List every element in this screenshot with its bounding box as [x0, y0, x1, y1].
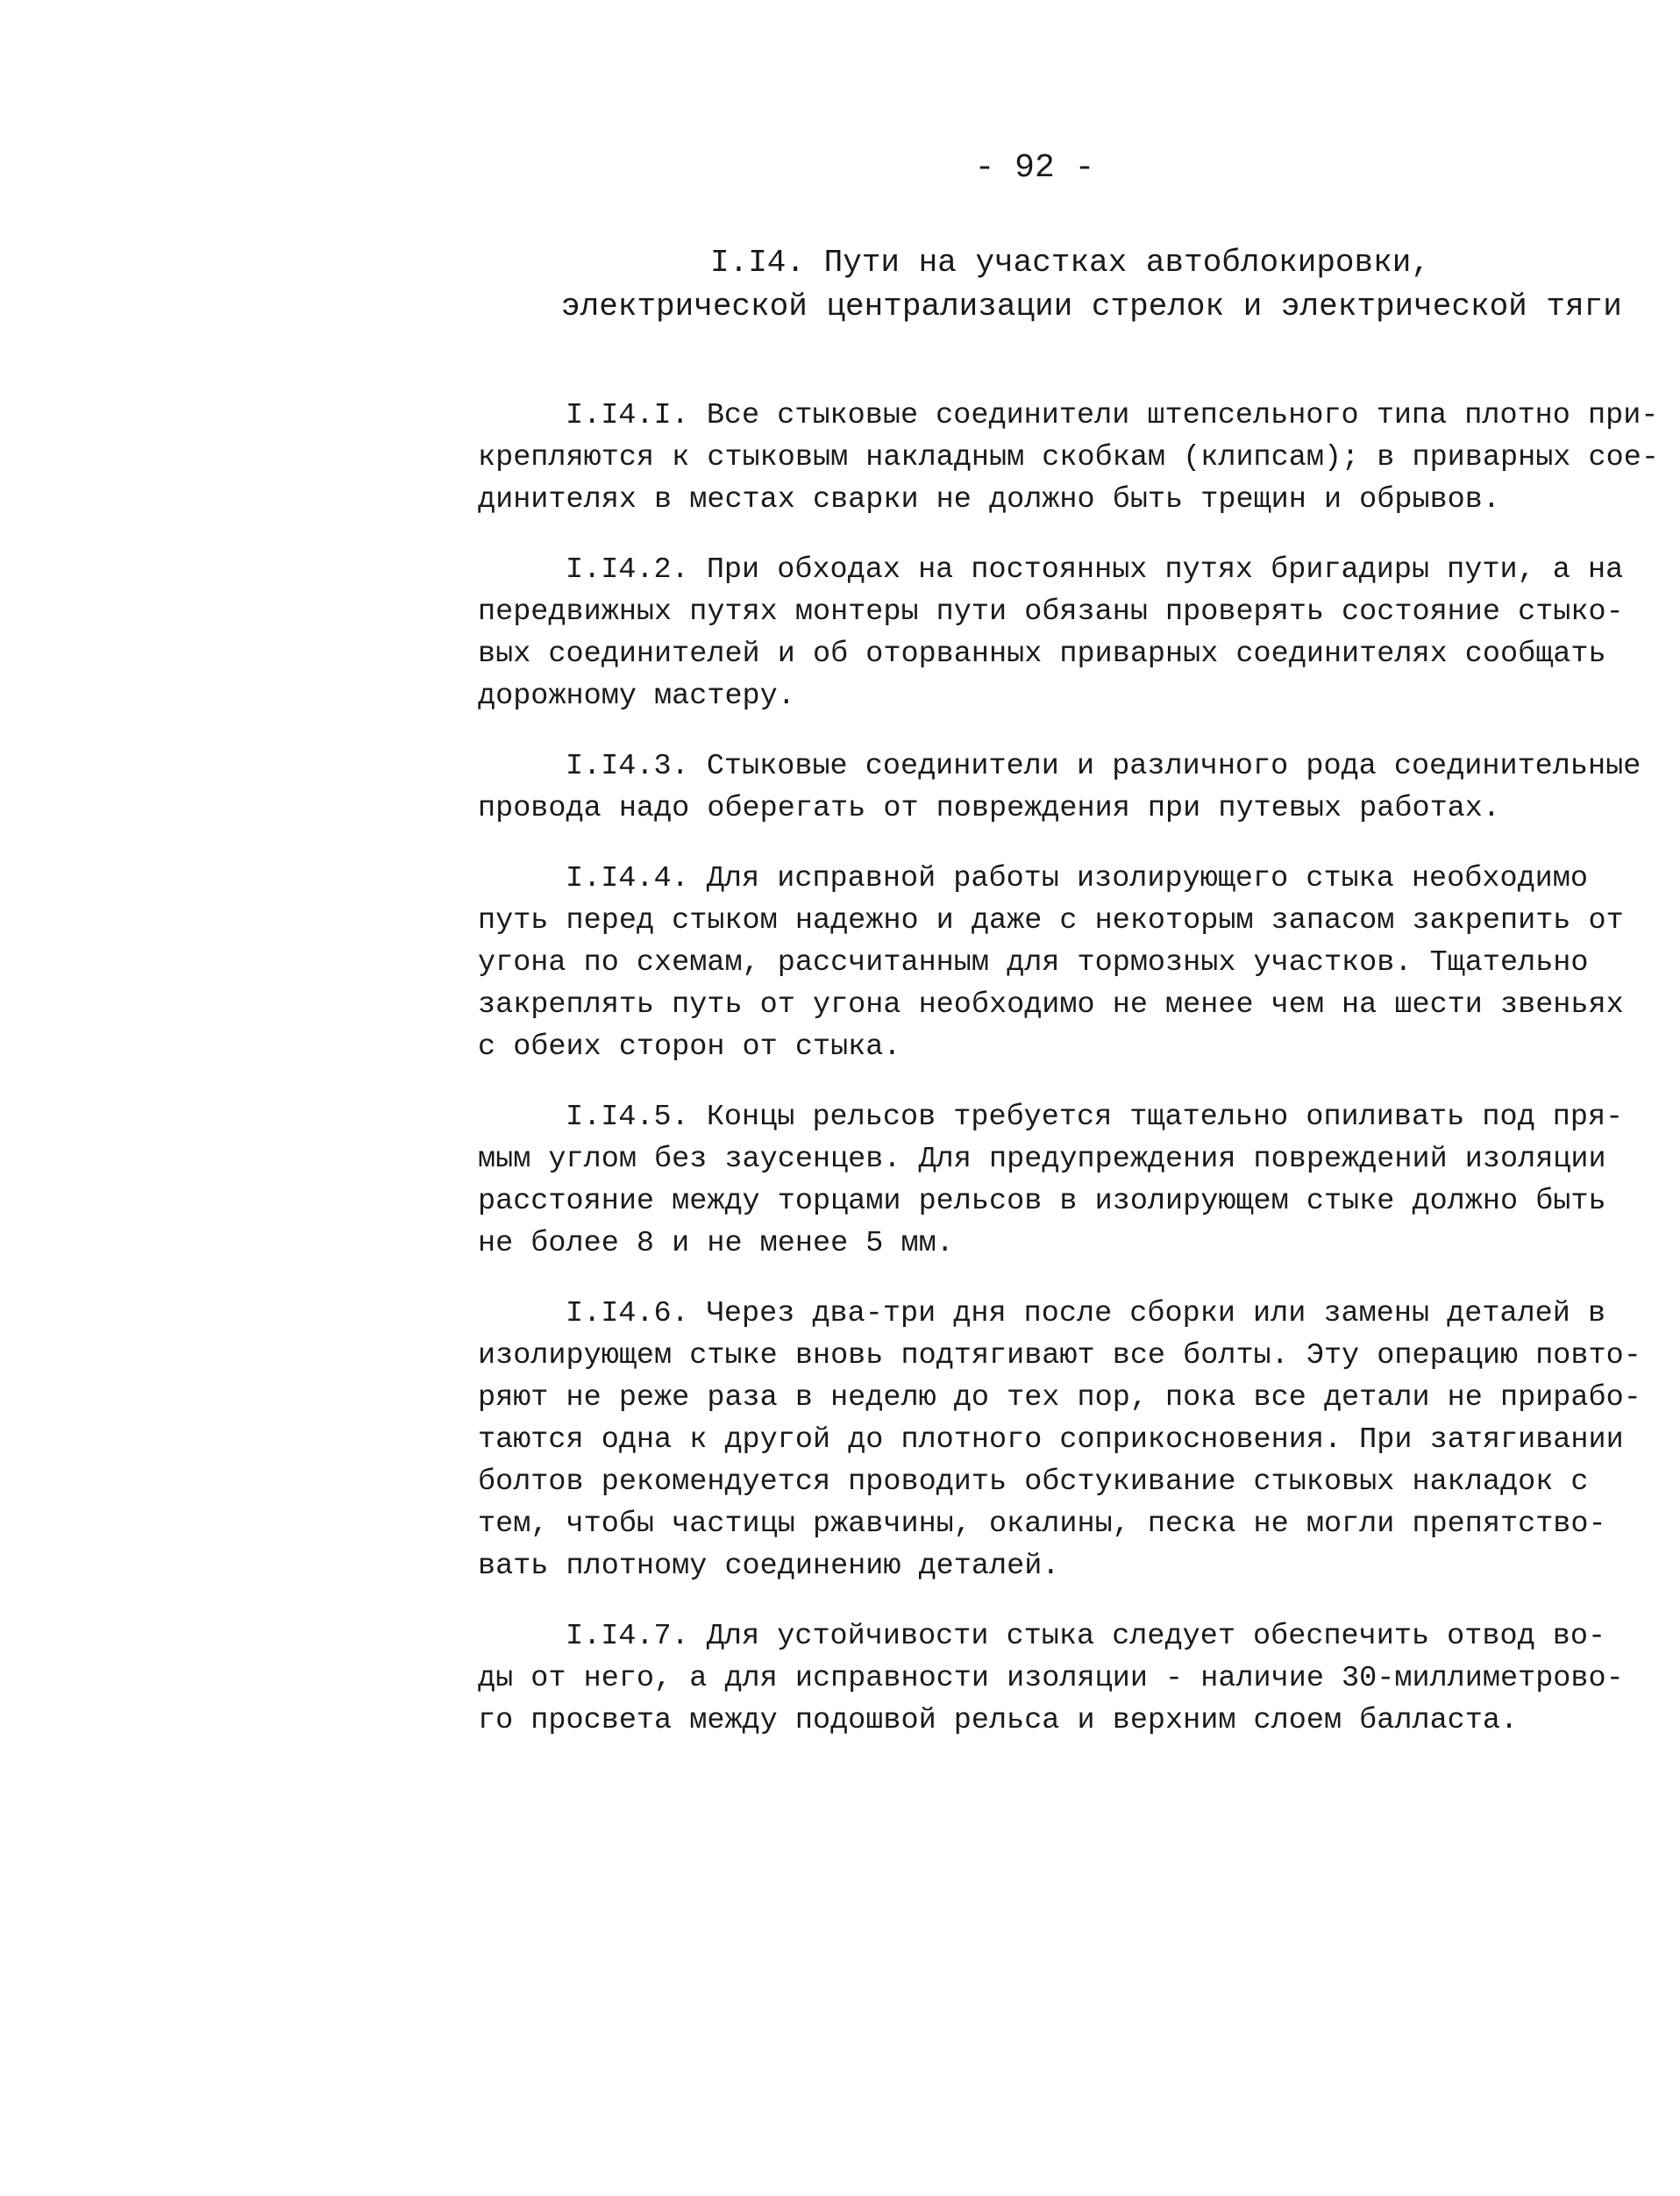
section-title-line-2: электрической централизации стрелок и электрической тяги	[561, 289, 1622, 324]
paragraph-line: путь перед стыком надежно и даже с некоторым запасом закрепить от	[478, 904, 1624, 938]
paragraph-line: I.I4.5. Концы рельсов требуется тщательно опиливать под пря-	[566, 1101, 1624, 1134]
paragraph-line: болтов рекомендуется проводить обстукивание стыковых накладок с	[478, 1465, 1589, 1499]
paragraph-line: изолирующем стыке вновь подтягивают все болты. Эту операцию повто-	[478, 1339, 1641, 1372]
paragraph-1-14-1	[478, 395, 1659, 521]
page-number: - 92 -	[974, 149, 1095, 187]
paragraph-line: не более 8 и не менее 5 мм.	[478, 1227, 954, 1260]
paragraph-line: ряют не реже раза в неделю до тех пор, пока все детали не прирабо-	[478, 1381, 1641, 1415]
paragraph-line: провода надо оберегать от повреждения при путевых работах.	[478, 792, 1500, 825]
paragraph-1-14-4	[478, 858, 1653, 1068]
paragraph-1-14-6	[478, 1293, 1653, 1587]
paragraph-line: дорожному мастеру.	[478, 680, 795, 713]
paragraph-line: го просвета между подошвой рельса и верхним слоем балласта.	[478, 1704, 1519, 1737]
paragraph-line: расстояние между торцами рельсов в изолирующем стыке должно быть	[478, 1185, 1606, 1218]
paragraph-line: I.I4.2. При обходах на постоянных путях бригадиры пути, а на	[566, 553, 1624, 587]
section-title-line-1: I.I4. Пути на участках автоблокировки,	[710, 245, 1430, 281]
paragraph-line: ды от него, а для исправности изоляции - наличие 30-миллиметрово-	[478, 1662, 1624, 1695]
paragraph-1-14-3	[478, 745, 1653, 830]
paragraph-line: таются одна к другой до плотного соприкосновения. При затягивании	[478, 1423, 1624, 1457]
paragraph-line: закреплять путь от угона необходимо не менее чем на шести звеньях	[478, 988, 1624, 1022]
paragraph-line: I.I4.7. Для устойчивости стыка следует обеспечить отвод во-	[566, 1620, 1606, 1653]
paragraph-line: с обеих сторон от стыка.	[478, 1030, 901, 1064]
paragraph-1-14-5	[478, 1096, 1653, 1265]
paragraph-line: I.I4.4. Для исправной работы изолирующего стыка необходимо	[566, 862, 1588, 895]
paragraph-line: угона по схемам, рассчитанным для тормозных участков. Тщательно	[478, 946, 1589, 980]
paragraph-line: крепляются к стыковым накладным скобкам (клипсам); в приварных сое-	[478, 441, 1659, 474]
paragraph-line: передвижных путях монтеры пути обязаны проверять состояние стыко-	[478, 595, 1624, 629]
paragraph-line: I.I4.6. Через два-три дня после сборки или замены деталей в	[566, 1297, 1606, 1330]
paragraph-line: I.I4.I. Все стыковые соединители штепсельного типа плотно при-	[566, 399, 1659, 432]
paragraph-line: вых соединителей и об оторванных приварных соединителях сообщать	[478, 638, 1606, 671]
paragraph-1-14-7	[478, 1615, 1653, 1742]
body-text	[478, 395, 1659, 1770]
paragraph-line: тем, чтобы частицы ржавчины, окалины, песка не могли препятство-	[478, 1508, 1606, 1541]
paragraph-1-14-2	[478, 549, 1653, 717]
paragraph-line: I.I4.3. Стыковые соединители и различного рода соединительные	[566, 750, 1641, 783]
section-title	[473, 241, 1622, 329]
paragraph-line: вать плотному соединению деталей.	[478, 1550, 1060, 1583]
paragraph-line: динителях в местах сварки не должно быть трещин и обрывов.	[478, 483, 1500, 517]
paragraph-line: мым углом без заусенцев. Для предупреждения повреждений изоляции	[478, 1143, 1606, 1176]
